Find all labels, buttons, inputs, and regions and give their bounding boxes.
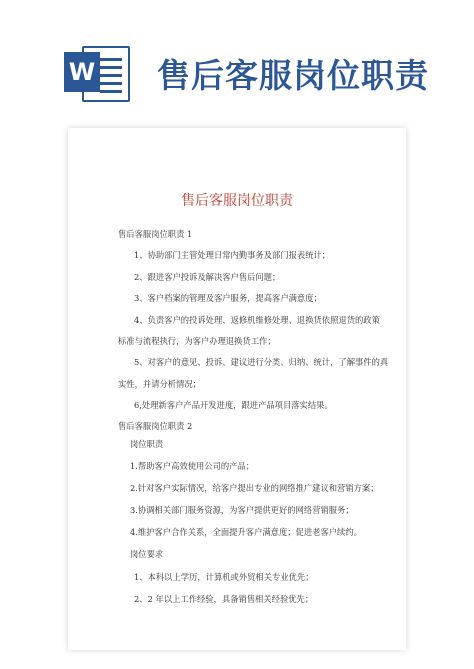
document-page (68, 128, 406, 650)
document-title: 售后客服岗位职责 (181, 193, 293, 209)
paragraph-line: 3.协调相关部门服务资源，为客户提供更好的网络营销服务； (130, 505, 354, 515)
subheading-duties: 岗位职责 (130, 439, 164, 449)
subheading-requirements: 岗位要求 (130, 549, 164, 559)
paragraph-line: 2.针对客户实际情况，给客户提出专业的网络推广建议和营销方案； (130, 483, 379, 493)
paragraph-line: 6,处理新客户产品开发进度，跟进产品项目落实结果。 (134, 400, 333, 410)
paragraph-line: 4.维护客户合作关系，全面提升客户满意度；促进老客户续约。 (130, 527, 362, 537)
header-banner (0, 0, 474, 120)
paragraph-line: 5、对客户的意见、投诉、建议进行分类、归纳、统计，了解事件的真 (134, 357, 389, 367)
paragraph-line: 实性，并请分析情况； (118, 379, 201, 389)
paragraph-line: 1、本科以上学历，计算机或外贸相关专业优先； (134, 572, 314, 582)
header-title: 售后客服岗位职责 (157, 56, 429, 95)
word-document-icon (62, 42, 130, 102)
section-heading-1: 售后客服岗位职责 1 (118, 229, 193, 239)
paragraph-line: 4、负责客户的投诉处理、返修机维修处理、退换货依照退货的政策 (134, 315, 380, 325)
paragraph-line: 3、客户档案的管理及客户服务，提高客户满意度； (134, 293, 322, 303)
paragraph-line: 1、协助部门主管处理日常内勤事务及部门报表统计； (134, 250, 331, 260)
paragraph-line: 2、跟进客户投诉及解决客户售后问题； (134, 272, 281, 282)
paragraph-line: 1.帮助客户高效使用公司的产品； (130, 461, 255, 471)
paragraph-line: 标准与流程执行，为客户办理退换货工作； (118, 336, 276, 346)
paragraph-line: 2、2 年以上工作经验，具备销售相关经验优先； (134, 594, 314, 604)
word-badge: W (64, 52, 100, 92)
section-heading-2: 售后客服岗位职责 2 (118, 421, 193, 431)
